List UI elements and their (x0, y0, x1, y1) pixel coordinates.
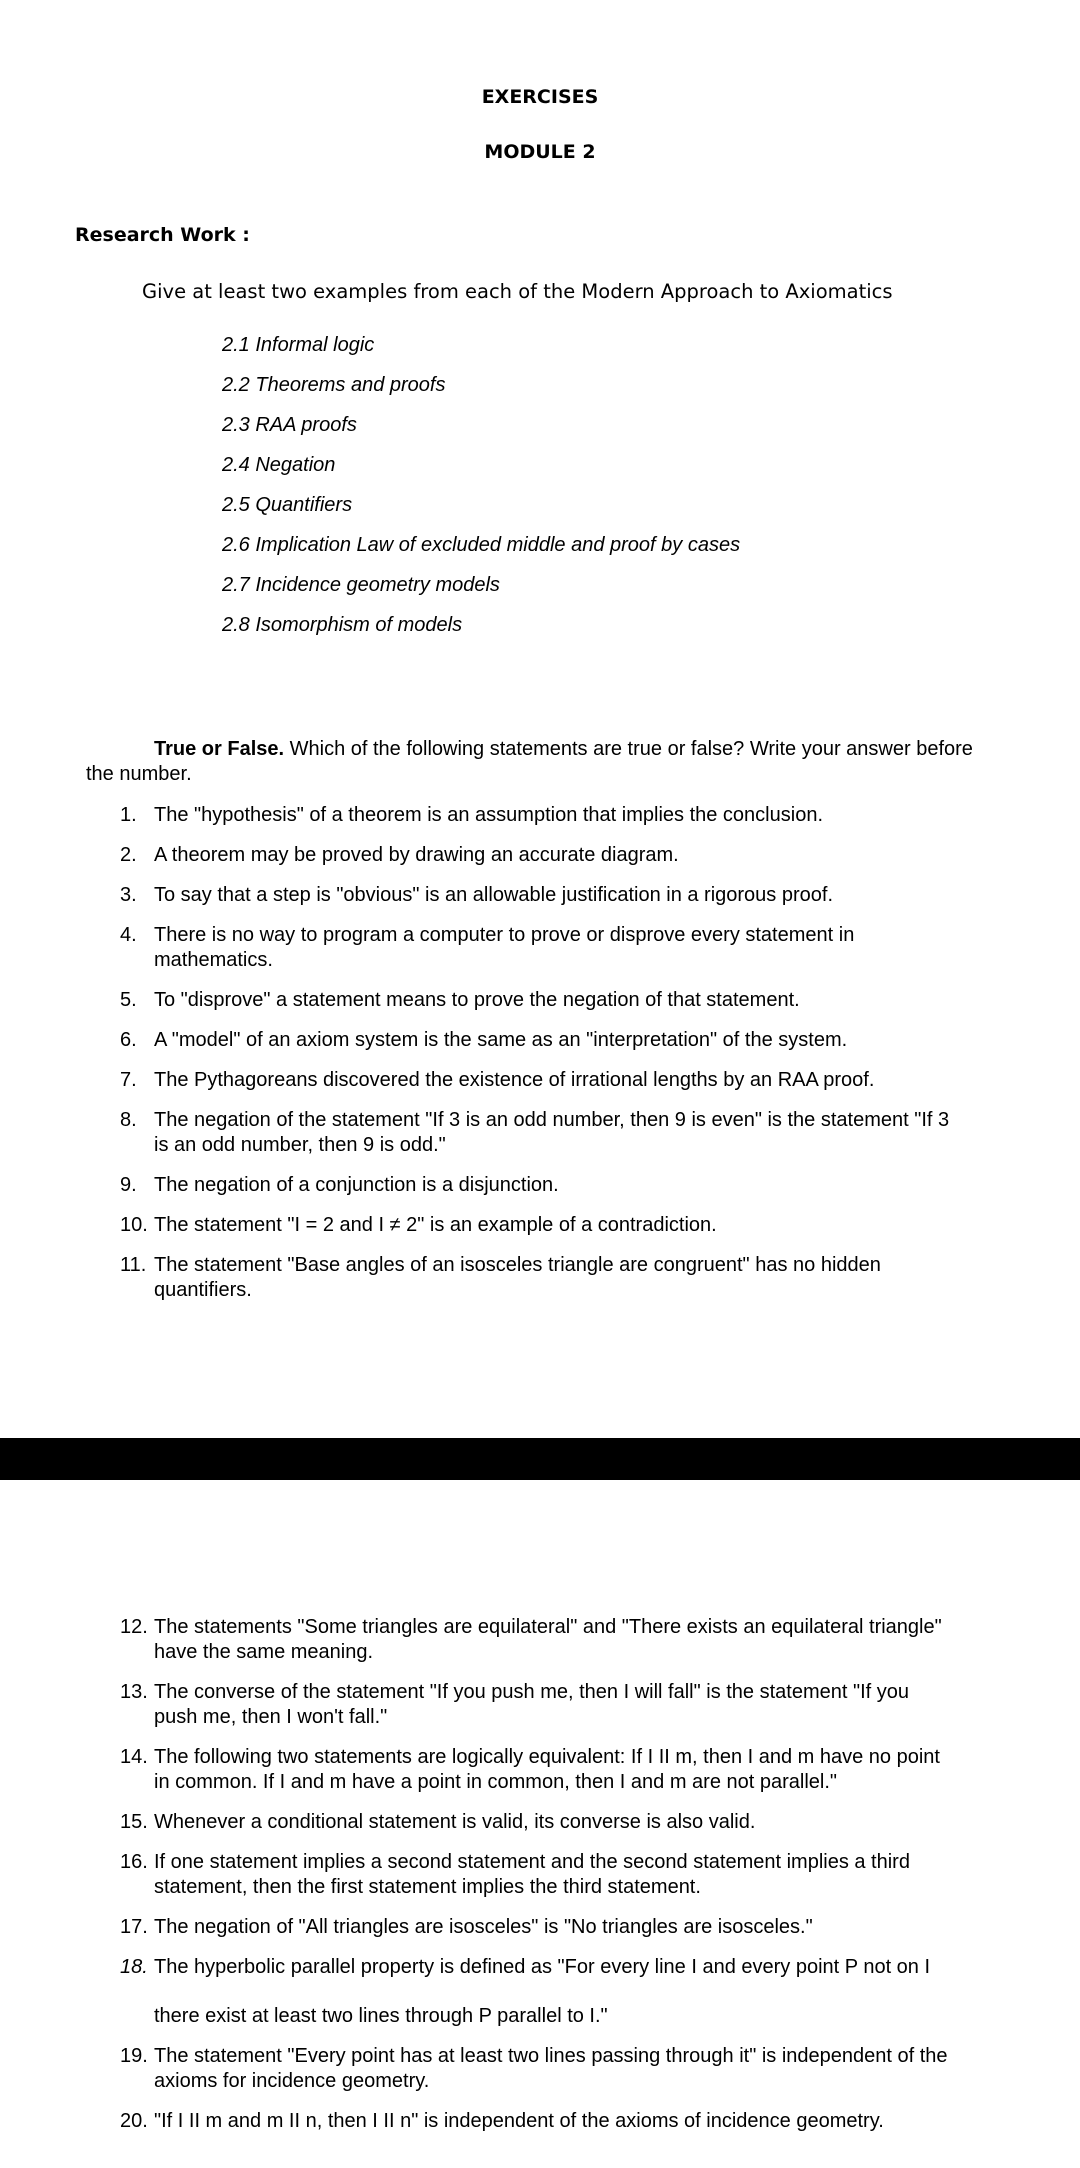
question-text: The "hypothesis" of a theorem is an assumption that implies the conclusion. (154, 804, 823, 826)
question-item (120, 883, 950, 908)
question-number: 16. (120, 1851, 148, 1873)
question-number: 17. (120, 1916, 148, 1938)
question-number: 11. (120, 1254, 147, 1276)
question-item (120, 1173, 950, 1198)
question-item (120, 1615, 950, 1665)
question-item (120, 843, 950, 868)
question-text: The hyperbolic parallel property is defined as "For every line I and every point P not on I (154, 1956, 931, 1978)
question-number: 3. (120, 884, 137, 906)
question-number: 18. (120, 1956, 148, 1978)
question-number: 7. (120, 1069, 137, 1091)
question-text: To "disprove" a statement means to prove the negation of that statement. (154, 989, 800, 1011)
topic-item: 2.4 Negation (222, 454, 336, 476)
question-text: "If I II m and m II n, then I II n" is independent of the axioms of incidence geometry. (154, 2110, 884, 2132)
research-work-heading: Research Work : (75, 224, 250, 246)
topics-list (222, 330, 740, 650)
question-number: 10. (120, 1214, 148, 1236)
question-item (120, 1213, 950, 1238)
question-text: The statements "Some triangles are equilateral" and "There exists an equilateral triangle" have the same meaning. (154, 1616, 942, 1663)
question-text: The negation of "All triangles are isosceles" is "No triangles are isosceles." (154, 1916, 813, 1938)
question-text: The Pythagoreans discovered the existence of irrational lengths by an RAA proof. (154, 1069, 875, 1091)
question-number: 1. (120, 804, 137, 826)
question-number: 14. (120, 1746, 148, 1768)
true-false-text: Which of the following statements are true or false? Write your answer before the number. (86, 738, 973, 785)
question-text: Whenever a conditional statement is valid, its converse is also valid. (154, 1811, 756, 1833)
topic-item: 2.5 Quantifiers (222, 494, 353, 516)
question-text: A theorem may be proved by drawing an accurate diagram. (154, 844, 679, 866)
research-intro: Give at least two examples from each of the Modern Approach to Axiomatics (142, 280, 893, 303)
question-item (120, 988, 950, 1013)
question-number: 13. (120, 1681, 148, 1703)
question-number: 5. (120, 989, 137, 1011)
question-number: 12. (120, 1616, 148, 1638)
topic-item: 2.2 Theorems and proofs (222, 374, 446, 396)
question-item (120, 803, 950, 828)
question-text: The following two statements are logically equivalent: If I II m, then I and m have no point in common. If I and m have a point in common, then I and m are not parallel." (154, 1746, 940, 1793)
exercises-title: EXERCISES (481, 86, 599, 108)
module-title: MODULE 2 (484, 141, 596, 163)
question-item (120, 2109, 950, 2134)
question-text: A "model" of an axiom system is the same as an "interpretation" of the system. (154, 1029, 848, 1051)
question-number: 19. (120, 2045, 148, 2067)
topic-item: 2.6 Implication Law of excluded middle and proof by cases (222, 534, 741, 556)
topic-item: 2.8 Isomorphism of models (222, 614, 463, 636)
question-item (120, 923, 950, 973)
question-number: 2. (120, 844, 137, 866)
question-item (120, 1680, 950, 1730)
question-text: There is no way to program a computer to prove or disprove every statement in mathematics. (154, 924, 855, 971)
question-text: If one statement implies a second statement and the second statement implies a third statement, then the first statement implies the third statement. (154, 1851, 910, 1898)
question-text: To say that a step is "obvious" is an allowable justification in a rigorous proof. (154, 884, 834, 906)
true-false-label: True or False. (154, 738, 285, 760)
question-number: 4. (120, 924, 137, 946)
question-number: 9. (120, 1174, 137, 1196)
question-item (120, 1850, 950, 1900)
question-text: The negation of a conjunction is a disjunction. (154, 1174, 559, 1196)
question-text: The statement "I = 2 and I ≠ 2" is an example of a contradiction. (154, 1214, 717, 1236)
question-item (120, 1915, 950, 1940)
topic-item: 2.7 Incidence geometry models (222, 574, 500, 596)
topic-item: 2.3 RAA proofs (222, 414, 357, 436)
page-separator (0, 1438, 1080, 1480)
question-number: 8. (120, 1109, 137, 1131)
true-false-instructions (86, 737, 986, 787)
topic-item: 2.1 Informal logic (222, 334, 375, 356)
question-text: The statement "Every point has at least two lines passing through it" is independent of the axioms for incidence geometry. (154, 2045, 948, 2092)
question-text: The negation of the statement "If 3 is an odd number, then 9 is even" is the statement "If 3 is an odd number, then 9 is odd." (154, 1109, 950, 1156)
question-number: 6. (120, 1029, 137, 1051)
question-item (120, 1108, 950, 1158)
question-item (120, 1068, 950, 1093)
question-text: there exist at least two lines through P parallel to I." (154, 2005, 608, 2027)
question-item (120, 1028, 950, 1053)
question-item (120, 1955, 950, 1980)
question-text: The statement "Base angles of an isosceles triangle are congruent" has no hidden quantifiers. (154, 1254, 881, 1301)
question-text: The converse of the statement "If you push me, then I will fall" is the statement "If you push me, then I won't fall." (154, 1681, 909, 1728)
question-number: 15. (120, 1811, 148, 1833)
question-item (120, 1810, 950, 1835)
question-item (120, 1253, 950, 1303)
question-item (120, 1745, 950, 1795)
question-number: 20. (120, 2110, 148, 2132)
question-continuation (120, 2004, 950, 2029)
question-item (120, 2044, 950, 2094)
